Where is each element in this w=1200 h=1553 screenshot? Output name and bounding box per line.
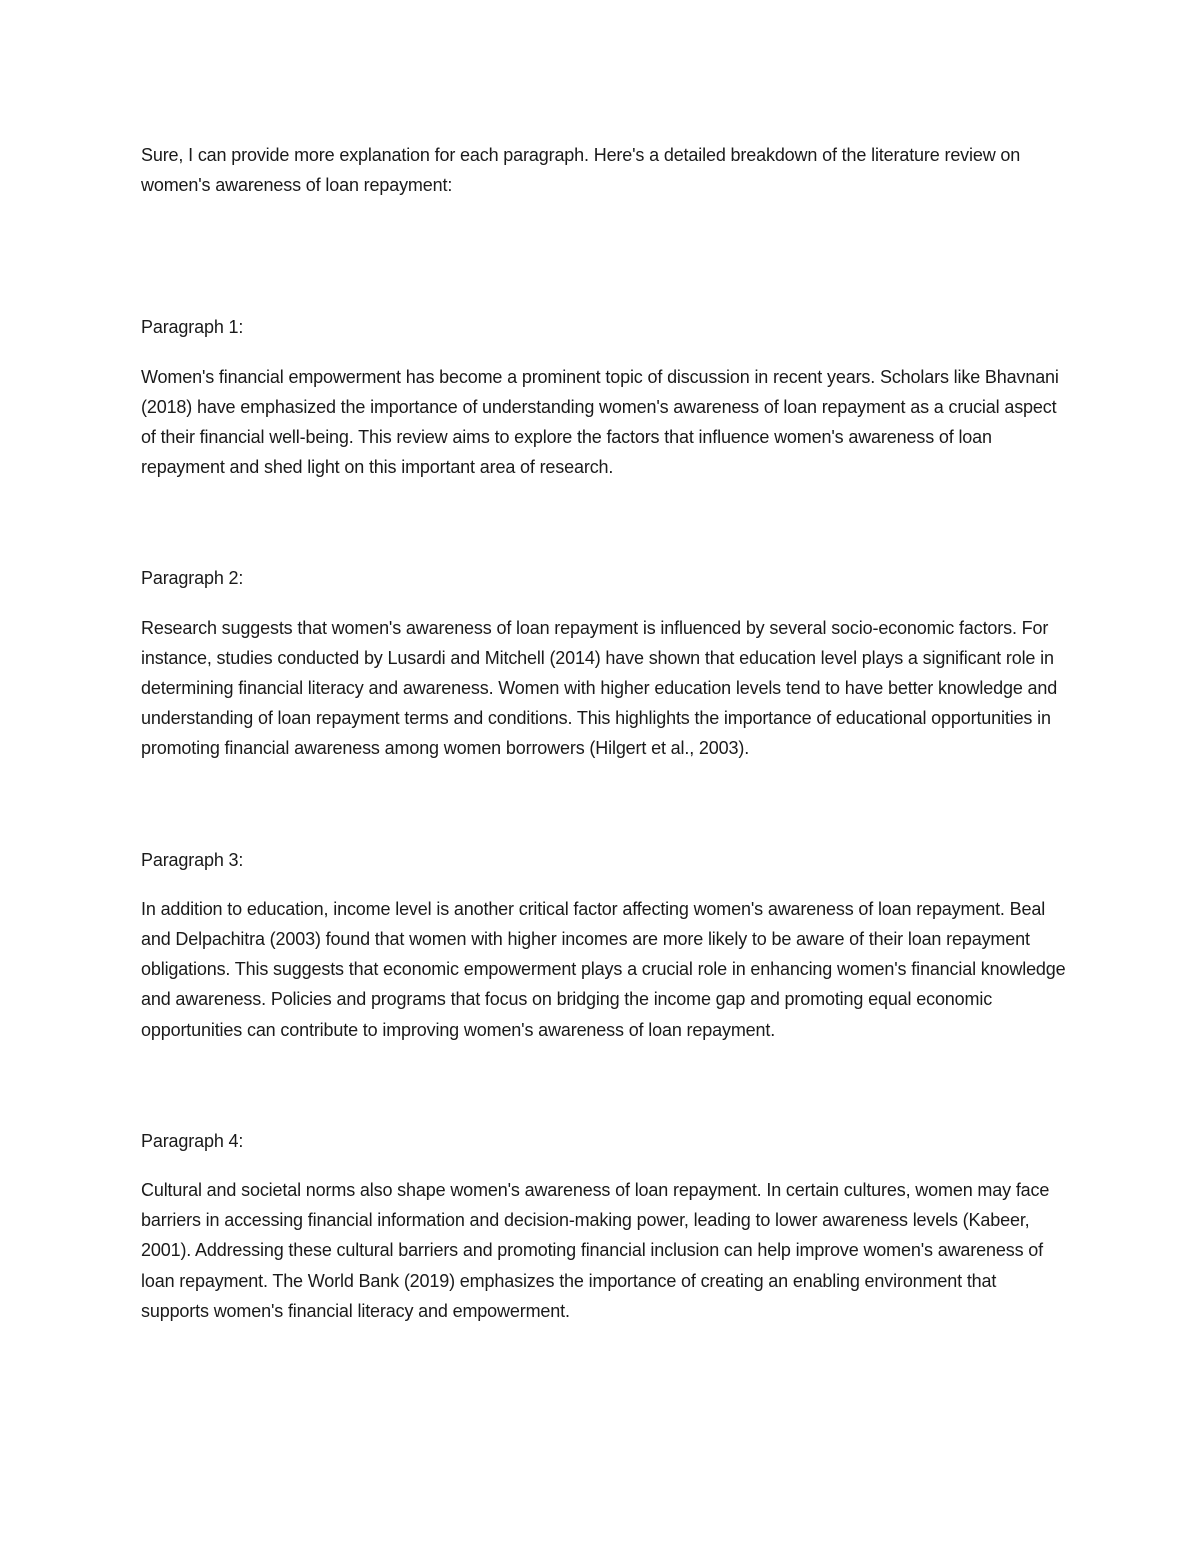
section-body: Research suggests that women's awareness of loan repayment is influenced by several socio-economic factors. For instance, studies conducted by Lusardi and Mitchell (2014) have shown that education level plays a significant role in determining financial literacy and awareness. Women with higher education levels tend to have better knowledge and understanding of loan repayment terms and conditions. This highlights the importance of educational opportunities in promoting financial awareness among women borrowers (Hilgert et al., 2003). <box>141 617 1058 759</box>
spacer <box>141 875 1066 894</box>
spacer <box>141 482 1066 563</box>
section-paragraph-2 <box>141 563 1066 763</box>
section-heading: Paragraph 1: <box>141 317 244 338</box>
section-heading: Paragraph 2: <box>141 568 244 589</box>
section-paragraph-3 <box>141 845 1066 1045</box>
spacer <box>141 764 1066 845</box>
document-content <box>141 140 1066 1326</box>
spacer <box>141 1045 1066 1126</box>
section-paragraph-4 <box>141 1126 1066 1326</box>
intro-paragraph: Sure, I can provide more explanation for each paragraph. Here's a detailed breakdown of the literature review on women's awareness of loan repayment: <box>141 145 1021 196</box>
section-body: Women's financial empowerment has become a prominent topic of discussion in recent years. Scholars like Bhavnani (2018) have emphasized the importance of understanding women's awareness of loan repayment as a crucial aspect of their financial well-being. This review aims to explore the factors that influence women's awareness of loan repayment and shed light on this important area of research. <box>141 366 1059 478</box>
section-heading: Paragraph 3: <box>141 849 244 870</box>
section-heading: Paragraph 4: <box>141 1130 244 1151</box>
section-body: In addition to education, income level is another critical factor affecting women's awareness of loan repayment. Beal and Delpachitra (2003) found that women with higher incomes are more likely to be aware of their loan repayment obligations. This suggests that economic empowerment plays a crucial role in enhancing women's financial knowledge and awareness. Policies and programs that focus on bridging the income gap and promoting equal economic opportunities can contribute to improving women's awareness of loan repayment. <box>141 898 1066 1040</box>
spacer <box>141 594 1066 613</box>
section-paragraph-1 <box>141 312 1066 482</box>
spacer <box>141 1156 1066 1175</box>
section-body: Cultural and societal norms also shape women's awareness of loan repayment. In certain cultures, women may face barriers in accessing financial information and decision-making power, leading to lower awareness levels (Kabeer, 2001). Addressing these cultural barriers and promoting financial inclusion can help improve women's awareness of loan repayment. The World Bank (2019) emphasizes the importance of creating an enabling environment that supports women's financial literacy and empowerment. <box>141 1180 1050 1321</box>
spacer <box>141 200 1066 312</box>
spacer <box>141 343 1066 362</box>
